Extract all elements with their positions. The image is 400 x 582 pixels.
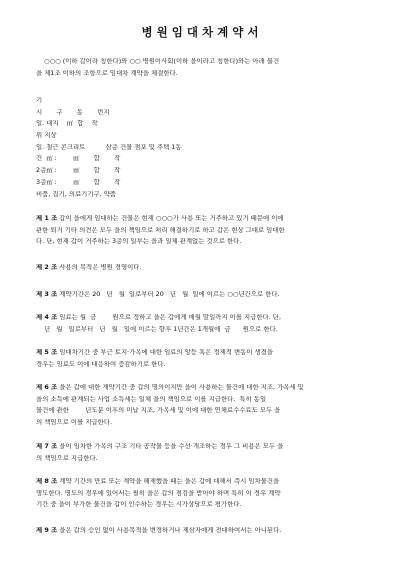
article-6 — [36, 384, 364, 430]
article-number: 제 2 조 — [36, 264, 58, 271]
article-1 — [36, 215, 364, 250]
article-text: 다. 단, 현재 갑이 거주하는 3층의 일부는 을과 일체 관계없는 것으로 한다. — [36, 238, 242, 245]
intro-line: 을 제1조 이하의 조항으로 임대차 계약을 체결한다. — [36, 69, 178, 77]
article-text: 계약 기간의 만료 또는 계약을 해제했을 때는 을은 갑에 대해서 즉시 임차물건을 — [59, 478, 280, 485]
article-number: 제 3 조 — [36, 291, 58, 298]
article-5 — [36, 349, 364, 372]
article-4 — [36, 314, 364, 337]
article-text: 의 책임으로 지급한다. — [36, 454, 98, 462]
intro-paragraph — [36, 58, 364, 81]
article-text: 기간 중 을이 부가한 물건을 갑이 인수하는 경우는 시가상당으로 평가한다. — [36, 501, 242, 508]
document-title: 병 원 임 대 차 계 약 서 — [141, 25, 259, 39]
article-text: 년 월 일로부터 년 월 일에 이르는 향후 1년간은 1개월에 금 원으로 한다. — [44, 325, 278, 333]
article-number: 제 6 조 — [36, 384, 58, 391]
property-line: 일. 철근 콘크리트 삼층 건물 점포 및 주택 1동 — [36, 143, 182, 151]
article-text: 을은 갑에 대한 계약기간 중 갑의 명의이지만 을이 사용하는 물건에 대한 지조, 가옥세 및 — [59, 384, 304, 391]
article-number: 제 5 조 — [36, 349, 58, 356]
property-line: 기 — [36, 97, 43, 104]
article-8 — [36, 478, 364, 513]
article-text: 관한 퇴거 기타 의견은 모두 을의 책임으로 처리 해결하기로 하고 갑은 현상 그대로 임대한 — [36, 226, 285, 234]
article-text: 명도한다. 명도의 경우에 있어서는 필히 을은 갑의 점검을 받아야 하며 특히 이 경우 계약 — [36, 489, 281, 497]
article-text: 을의 소득에 관계되는 사업 소득세는 일체 을의 책임으로 이를 지급한다. 특히 동일 — [36, 395, 267, 403]
article-text: 경우는 임료도 이에 대응하여 증감하기로 한다. — [36, 360, 166, 368]
article-9 — [36, 527, 364, 539]
property-line: 3층㎡ : ㎡ 합 작 — [36, 178, 121, 186]
article-7 — [36, 443, 364, 466]
article-text: 물건에 관한 년도분 이후의 미납 지조, 가옥세 및 이에 대한 연체료수수료도 모두 을 — [36, 407, 281, 414]
property-line: 시 구 동 번지 — [36, 108, 110, 116]
article-text: 사용의 목적은 병원 경영이다. — [59, 264, 142, 271]
property-line: 일. 대지 ㎡ 합 작 — [36, 120, 98, 128]
article-text: 갑이 을에게 임대하는 건물은 현재 ○○○가 사용 또는 거주하고 있기 때문에 이에 — [59, 215, 284, 222]
article-2 — [36, 264, 364, 276]
article-3 — [36, 291, 364, 303]
article-text: 계약기간은 20 년 월 일로부터 20 년 월 일에 이르는 ○○년간으로 한다. — [59, 291, 280, 298]
article-number: 제 4 조 — [36, 314, 58, 321]
article-number: 제 8 조 — [36, 478, 58, 485]
article-number: 제 7 조 — [36, 443, 58, 450]
article-text: 임료는 월 금 원으로 정하고 을은 갑에게 매월 말일까지 이를 지급한다. 단, — [59, 314, 281, 321]
property-line: 건 ㎡ : ㎡ 합 작 — [36, 155, 121, 163]
article-number: 제 9 조 — [36, 527, 58, 534]
property-line: 비품, 집기, 의료기기구, 약품 — [36, 190, 117, 198]
article-text: 의 책임으로 이를 지급한다. — [36, 418, 113, 426]
article-text: 임대차기간 중 부근 토지·가옥에 대한 임료의 앙등 혹은 경제적 변동이 생겼을 — [59, 349, 274, 356]
article-text: 을이 임차한 가옥의 구조 기타 공작물 등을 수선·개조하는 경우 그 비용은 모두 을 — [59, 443, 284, 450]
property-line: 위 지상 — [36, 132, 57, 140]
article-number: 제 1 조 — [36, 215, 58, 222]
intro-line: ○○○ (이하 갑이라 칭한다)와 ○○ 병원이사회(이하 을이라고 칭한다)와는 아래 물건 — [44, 58, 280, 65]
property-list — [36, 97, 364, 202]
property-line: 2층㎡ : ㎡ 합 작 — [36, 167, 121, 175]
article-text: 을은 갑의 승인 없이 사용목적을 변경하거나 제삼자에게 전대하여서는 아니된다. — [59, 527, 282, 534]
